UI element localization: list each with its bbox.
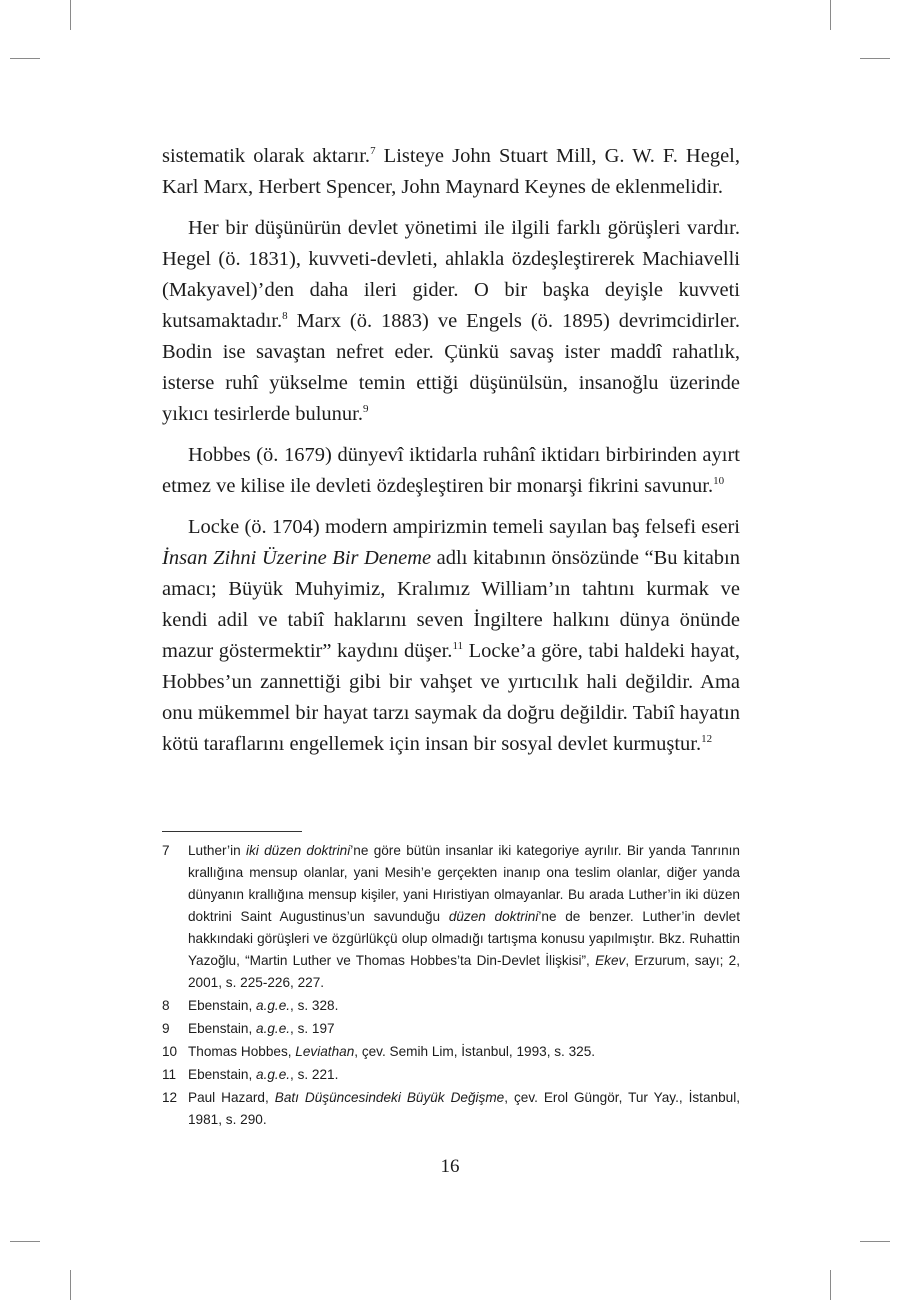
text: sistematik olarak aktarır. <box>162 145 371 167</box>
footnote-number: 9 <box>162 1021 170 1036</box>
body-text <box>162 141 740 770</box>
text: adlı kitabının önsözünde “Bu kitabın amacı; Büyük Muhyimiz, Kralımız William’ın tahtını kurmak ve kendi adil ve tabiî haklarını seven İngiltere halkını dünya önünde mazur göstermektir” kaydını düşer. <box>162 547 740 662</box>
italic-text: a.g.e. <box>256 998 291 1013</box>
footnote-text <box>188 840 740 994</box>
footnote-ref-12[interactable]: 12 <box>701 733 713 745</box>
paragraph-4 <box>162 512 740 760</box>
footnote-text <box>188 1064 740 1086</box>
crop-mark-left-bottom <box>10 1241 40 1242</box>
paragraph-3 <box>162 440 740 502</box>
footnote-text <box>188 1087 740 1131</box>
footnote-text <box>188 995 740 1017</box>
text: ’ne de benzer. Luther’in devlet hakkındaki görüşleri ve özgürlükçü olup olmadığı tartışma konusu yapılmıştır. Bkz. Ruhattin Yazoğlu, “Martin Luther ve Thomas Hobbes’ta Din-Devlet İlişkisi”, <box>188 909 741 968</box>
footnote-ref-10[interactable]: 10 <box>713 475 725 487</box>
paragraph-2 <box>162 213 740 430</box>
text: , Erzurum, sayı; 2, 2001, s. 225-226, 227. <box>188 953 740 990</box>
footnote-ref-11[interactable]: 11 <box>452 640 464 652</box>
text: , s. 197 <box>290 1021 335 1036</box>
footnote-ref-7[interactable]: 7 <box>370 145 376 157</box>
text: Thomas Hobbes, <box>188 1044 296 1059</box>
crop-mark-top-right <box>830 0 831 30</box>
text: ’ne göre bütün insanlar iki kategoriye ayrılır. Bir yanda Tanrının krallığına mensup olanlar, yani Mesih’e gerçekten inanıp ona teslim olanlar, diğer yanda dünyanın krallığına mensup kişiler, yani Hıristiyan olmayanlar. Bu arada Luther’in iki düzen doktrini Saint Augustinus’un savunduğu <box>188 843 740 924</box>
text: Locke (ö. 1704) modern ampirizmin temeli sayılan baş felsefi eseri <box>188 516 740 538</box>
footnote-number: 7 <box>162 843 170 858</box>
text: Ebenstain, <box>188 998 257 1013</box>
book-title: İnsan Zihni Üzerine Bir Deneme <box>162 547 432 569</box>
text: Paul Hazard, <box>188 1090 275 1105</box>
book-title: Leviathan <box>295 1044 355 1059</box>
text: , s. 221. <box>290 1067 339 1082</box>
text: Listeye John Stuart Mill, G. W. F. Hegel, Karl Marx, Herbert Spencer, John Maynard Keynes de eklenmelidir. <box>162 145 740 198</box>
italic-text: düzen doktrini <box>448 909 539 924</box>
footnote-10 <box>162 1041 740 1063</box>
footnote-ref-9[interactable]: 9 <box>362 403 369 415</box>
footnote-text <box>188 1018 740 1040</box>
text: Hobbes (ö. 1679) dünyevî iktidarla ruhânî iktidarı birbirinden ayırt etmez ve kilise ile devleti özdeşleştiren bir monarşi fikrini savunur. <box>162 444 740 497</box>
footnote-12 <box>162 1087 740 1131</box>
footnote-number: 12 <box>162 1090 178 1105</box>
footnote-9 <box>162 1018 740 1040</box>
book-title: Batı Düşüncesindeki Büyük Değişme <box>274 1090 505 1105</box>
footnote-number: 8 <box>162 998 170 1013</box>
footnote-divider <box>162 831 302 832</box>
crop-mark-right-bottom <box>860 1241 890 1242</box>
page-number: 16 <box>440 1156 460 1177</box>
footnotes <box>162 840 740 1132</box>
text: Marx (ö. 1883) ve Engels (ö. 1895) devrimcidirler. Bodin ise savaştan nefret eder. Çünkü savaş ister maddî rahatlık, isterse ruhî yükselme temin ettiği düşünülsün, insanoğlu üzerinde yıkıcı tesirlerde bulunur. <box>162 310 740 425</box>
text: Her bir düşünürün devlet yönetimi ile ilgili farklı görüşleri vardır. Hegel (ö. 1831), kuvveti-devleti, ahlakla özdeşleştirerek Machiavelli (Makyavel)’den daha ileri gider. O bir başka deyişle kuvveti kutsamaktadır. <box>162 217 740 332</box>
text: Luther’in <box>188 843 246 858</box>
footnote-11 <box>162 1064 740 1086</box>
paragraph-1 <box>162 141 740 203</box>
footnote-ref-8[interactable]: 8 <box>282 310 288 322</box>
footnote-number: 11 <box>162 1067 177 1082</box>
italic-text: iki düzen doktrini <box>245 843 351 858</box>
text: , çev. Semih Lim, İstanbul, 1993, s. 325. <box>354 1044 596 1059</box>
crop-mark-right-top <box>860 58 890 59</box>
italic-text: a.g.e. <box>256 1067 291 1082</box>
footnote-8 <box>162 995 740 1017</box>
crop-mark-bottom-left <box>70 1270 71 1300</box>
text: , s. 328. <box>290 998 339 1013</box>
footnote-7 <box>162 840 740 994</box>
text: Locke’a göre, tabi haldeki hayat, Hobbes’un zannettiği gibi bir vahşet ve yırtıcılık hali değildir. Ama onu mükemmel bir hayat tarzı saymak da doğru değildir. Tabiî hayatın kötü taraflarını engellemek için insan bir sosyal devlet kurmuştur. <box>162 640 741 755</box>
italic-text: a.g.e. <box>256 1021 291 1036</box>
text: , çev. Erol Güngör, Tur Yay., İstanbul, 1981, s. 290. <box>188 1090 740 1127</box>
footnote-number: 10 <box>162 1044 178 1059</box>
text: Ebenstain, <box>188 1021 257 1036</box>
text: Ebenstain, <box>188 1067 257 1082</box>
crop-mark-left-top <box>10 58 40 59</box>
crop-mark-top-left <box>70 0 71 30</box>
crop-mark-bottom-right <box>830 1270 831 1300</box>
journal-title: Ekev <box>595 953 626 968</box>
footnote-text <box>188 1041 740 1063</box>
